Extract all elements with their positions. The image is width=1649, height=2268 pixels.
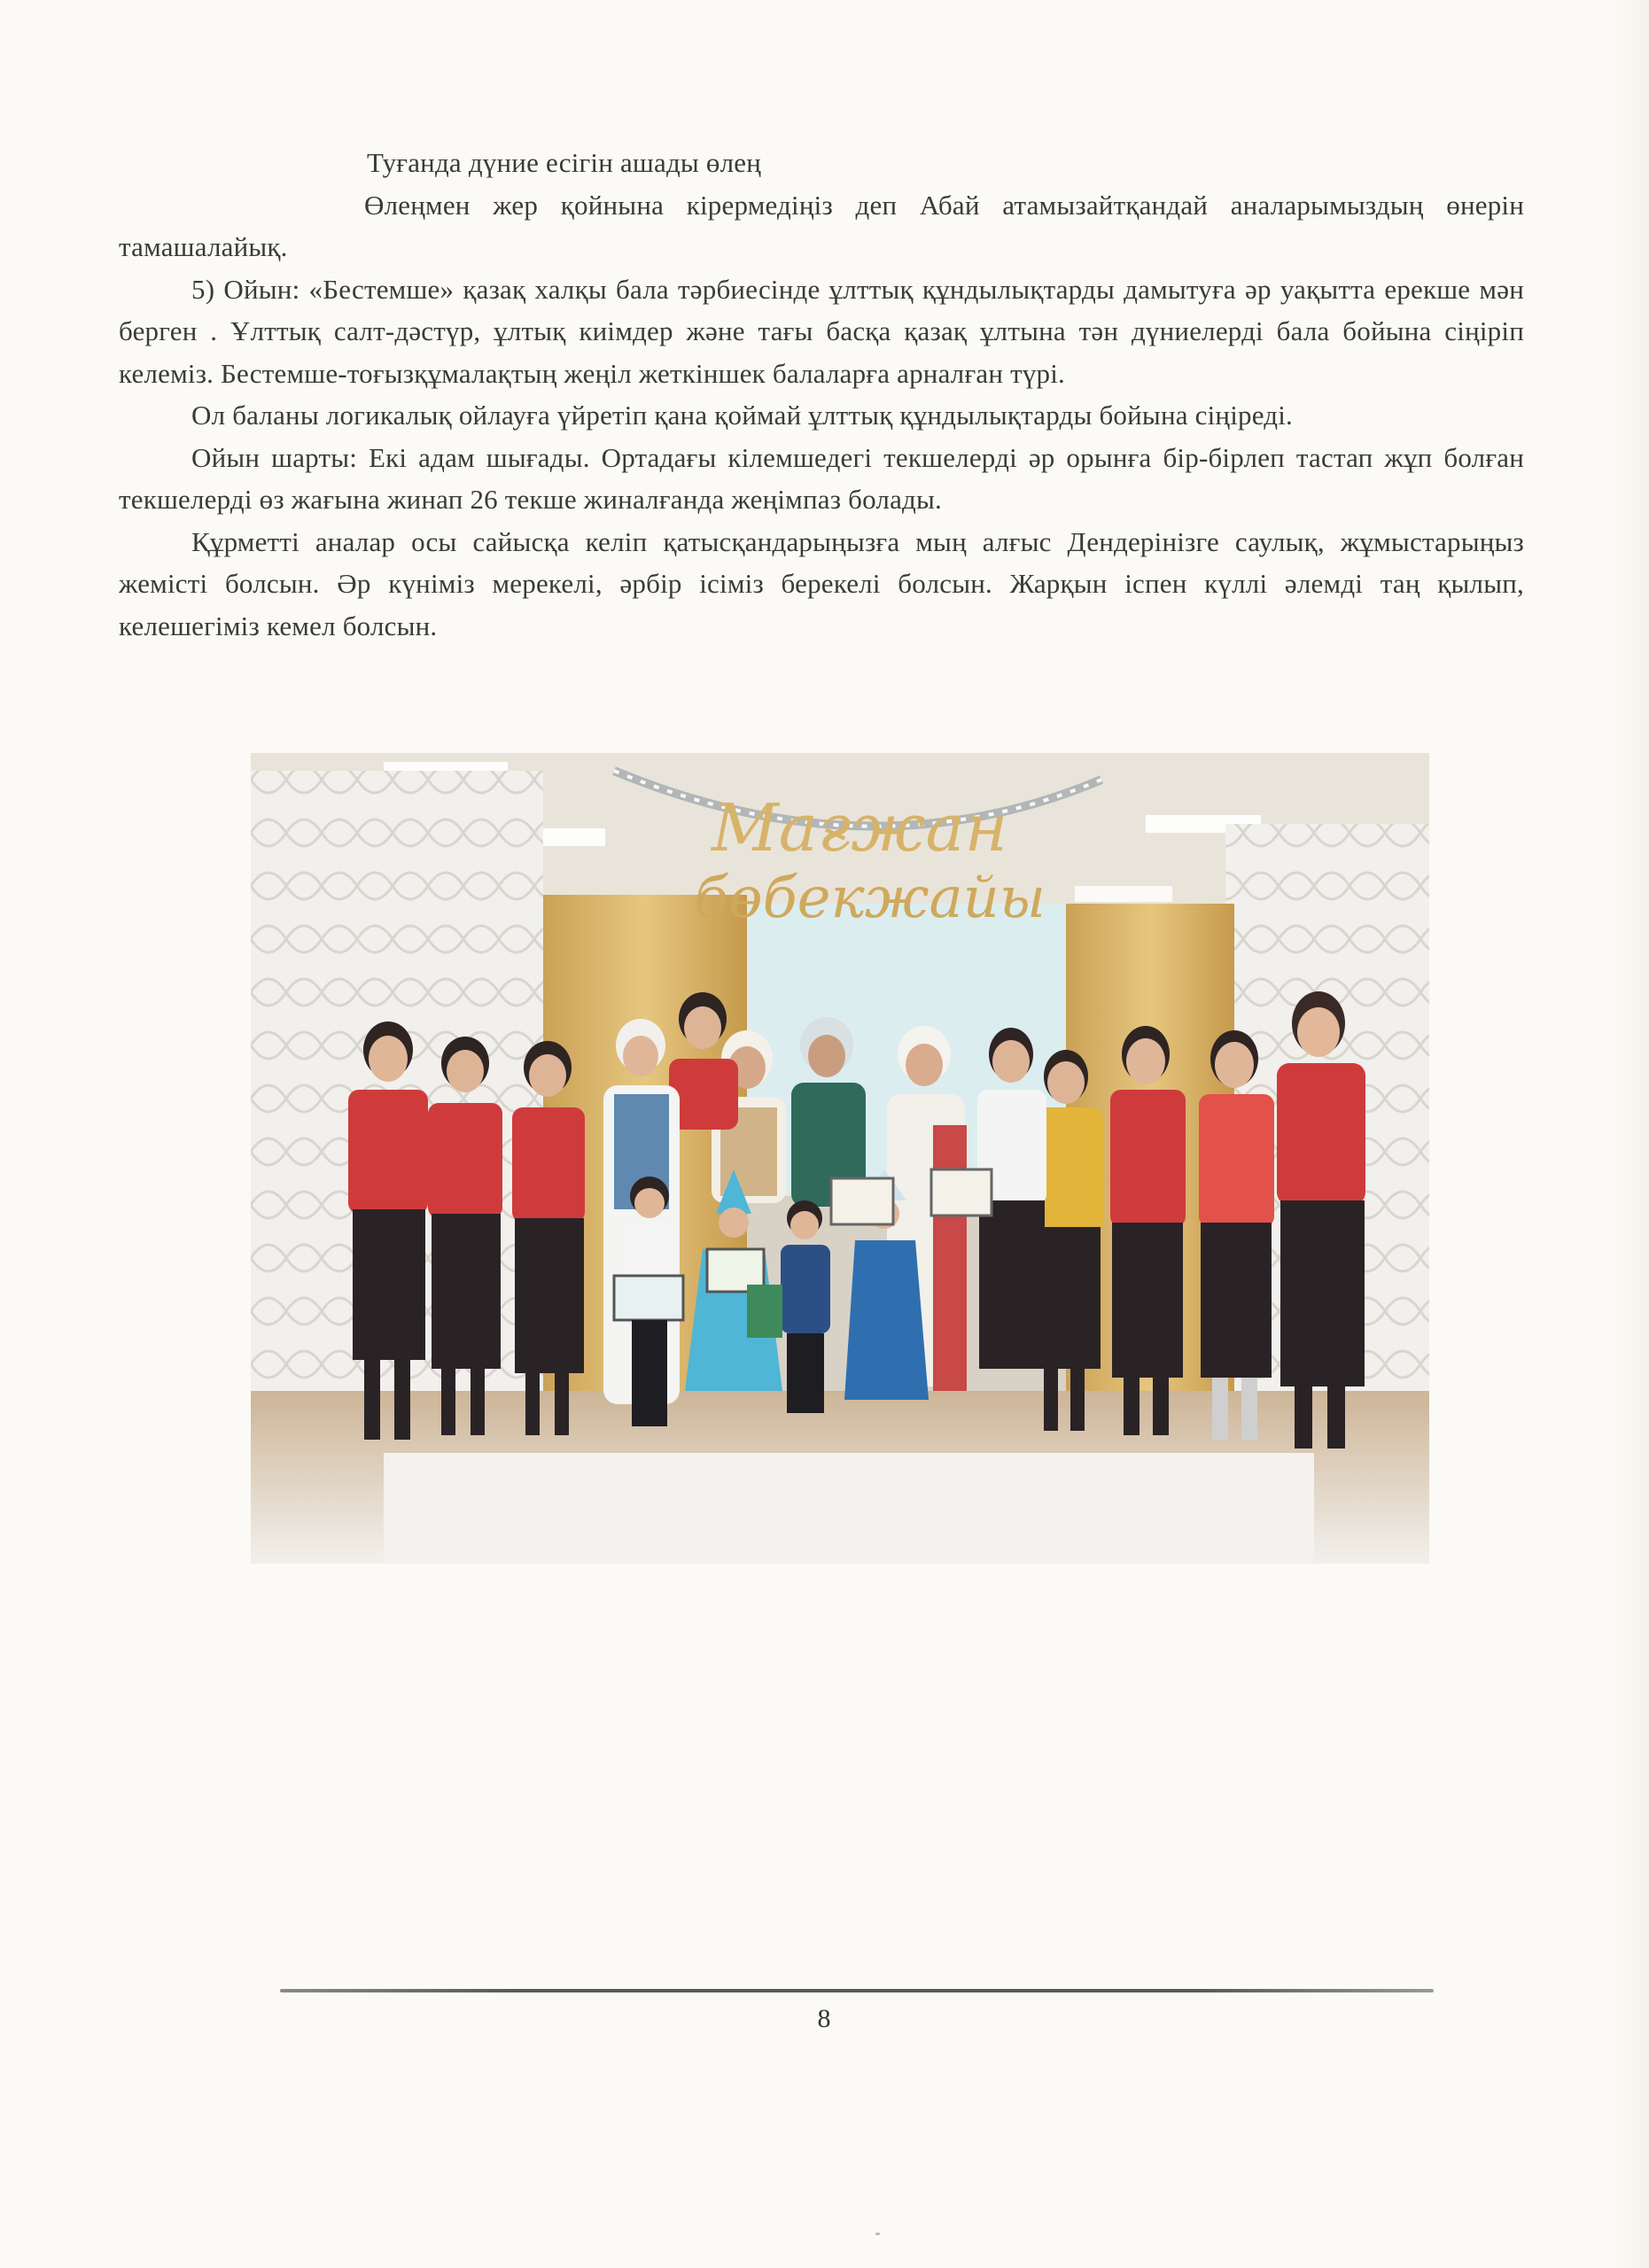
footer-rule xyxy=(280,1989,1434,1992)
group-photo xyxy=(251,753,1429,1564)
paragraph-closing-thanks: Құрметті аналар осы сайысқа келіп қатысқандарыңызға мың алғыс Дендерінізге саулық, жұмыстарыңыз жемісті болсын. Әр күніміз мерекелі, әрбір ісіміз берекелі болсын. Жарқын іспен күллі әлемді таң қылып, келешегіміз кемел болсын. xyxy=(119,525,1524,641)
paragraph-poem-line: Туғанда дүние есігін ашады өлең xyxy=(367,147,762,178)
paragraph-abai-quote: Өлеңмен жер қойнына кірермедіңіз деп Абай атамызайтқандай аналарымыздың өнерін тамашалайық. xyxy=(119,189,1524,262)
paragraph-game-description: 5) Ойын: «Бестемше» қазақ халқы бала тәрбиесінде ұлттық құндылықтарды дамытуға әр уақытта ерекше мән берген . Ұлттық салт-дәстүр, ұлтық киімдер және тағы басқа қазақ ұлтына тән дүниелерді бала бойына сіңіріп келеміз. Бестемше-тоғызқұмалақтың жеңіл жеткіншек балаларға арналған түрі. xyxy=(119,273,1524,389)
page-number: 8 xyxy=(817,2004,831,2033)
body-text xyxy=(119,142,1524,647)
page-edge-shadow xyxy=(1614,0,1649,2268)
banner-text-line2: бөбекжайы xyxy=(694,866,1046,931)
banner-text-line1: Мағжан xyxy=(712,790,1008,866)
paragraph-game-rules: Ойын шарты: Екі адам шығады. Ортадағы кілемшедегі текшелерді әр орынға бір-бірлеп тастап жұп болған текшелерді өз жағына жинап 26 текше жиналғанда жеңімпаз болады. xyxy=(119,441,1524,515)
scan-artifact xyxy=(875,2233,880,2235)
paragraph-logic: Ол баланы логикалық ойлауға үйретіп қана қоймай ұлттық құндылықтарды бойына сіңіреді. xyxy=(191,400,1293,431)
